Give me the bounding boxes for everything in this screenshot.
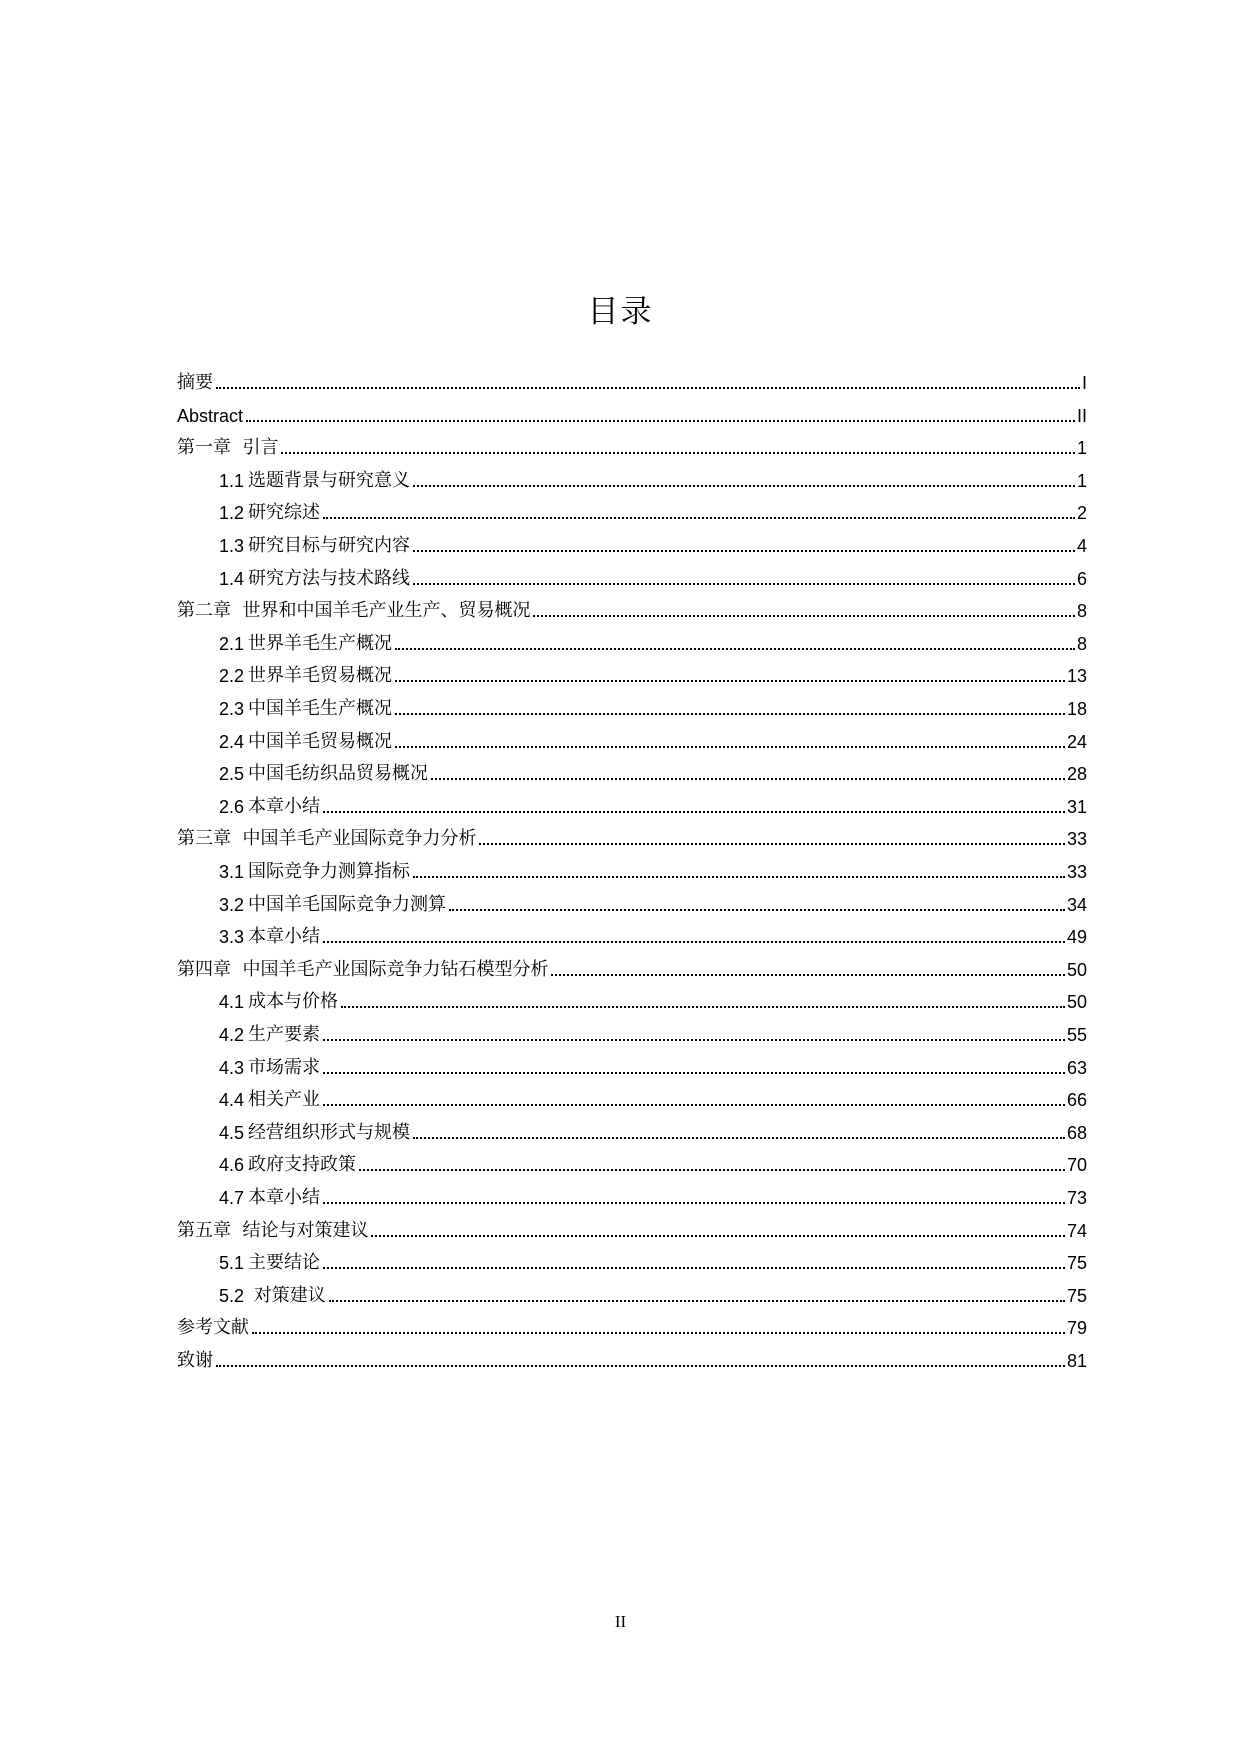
toc-entry[interactable] — [219, 460, 1087, 492]
toc-entry-number: 2.5 — [219, 764, 245, 785]
toc-entry[interactable] — [219, 721, 1087, 753]
toc-entry-number: 4.5 — [219, 1122, 245, 1143]
toc-entry-label: 生产要素 — [248, 1024, 321, 1045]
toc-entry[interactable] — [219, 981, 1087, 1013]
toc-dot-leader — [551, 974, 1065, 976]
toc-entry[interactable] — [177, 362, 1087, 394]
toc-entry-number: 2.3 — [219, 699, 245, 719]
toc-entry-number: 1.2 — [219, 503, 245, 524]
toc-dot-leader — [323, 1267, 1065, 1269]
toc-entry-page: 50 — [1066, 959, 1087, 980]
toc-entry-page: 50 — [1066, 992, 1087, 1013]
toc-dot-leader — [413, 1137, 1065, 1139]
toc-entry-label: 中国羊毛贸易概况 — [248, 730, 393, 752]
toc-entry-page: 33 — [1066, 829, 1087, 850]
toc-entry-label: 世界羊毛生产概况 — [248, 632, 393, 654]
toc-entry-page: 13 — [1066, 666, 1087, 687]
toc-dot-leader — [323, 1202, 1065, 1204]
toc-entry-page: 49 — [1066, 927, 1087, 948]
toc-entry-page: 68 — [1066, 1122, 1087, 1143]
toc-entry[interactable] — [219, 492, 1087, 524]
toc-entry-page: 18 — [1066, 699, 1087, 719]
toc-entry-page: 4 — [1076, 536, 1087, 556]
toc-entry-label: 本章小结 — [248, 926, 321, 948]
toc-entry-page: 81 — [1066, 1351, 1087, 1371]
toc-entry-page: 31 — [1066, 796, 1087, 817]
toc-entry-number: 4.6 — [219, 1155, 245, 1176]
toc-entry-label: 相关产业 — [248, 1089, 321, 1111]
toc-dot-leader — [252, 1332, 1065, 1334]
toc-entry-number: 4.4 — [219, 1090, 245, 1111]
toc-dot-leader — [323, 941, 1065, 943]
toc-entry-number: 5.2 — [219, 1285, 245, 1306]
toc-dot-leader — [395, 713, 1065, 715]
toc-entry-label: 国际竞争力测算指标 — [248, 861, 411, 882]
toc-dot-leader — [329, 1300, 1065, 1302]
toc-entry[interactable] — [219, 916, 1087, 948]
toc-dot-leader — [449, 909, 1065, 911]
toc-entry-number: 3.1 — [219, 862, 245, 882]
toc-entry-label: 本章小结 — [248, 795, 321, 817]
toc-entry[interactable] — [219, 558, 1087, 590]
toc-entry-label: 第四章 中国羊毛产业国际竞争力钻石模型分析 — [177, 958, 549, 980]
toc-entry-label: 参考文献 — [177, 1317, 249, 1339]
page-number: II — [614, 1612, 627, 1631]
toc-entry[interactable] — [219, 1242, 1087, 1274]
toc-dot-leader — [359, 1169, 1065, 1171]
toc-entry[interactable] — [219, 851, 1087, 883]
toc-dot-leader — [413, 485, 1075, 487]
toc-entry-number: 4.3 — [219, 1057, 245, 1078]
toc-dot-leader — [216, 1365, 1065, 1367]
toc-entry-page: 74 — [1066, 1220, 1087, 1241]
toc-dot-leader — [323, 1072, 1065, 1074]
toc-entry-label: 第一章 引言 — [177, 437, 279, 459]
toc-entry-number: 4.2 — [219, 1025, 245, 1045]
toc-dot-leader — [281, 452, 1075, 454]
toc-entry-label: 世界羊毛贸易概况 — [248, 665, 393, 687]
toc-entry-page: 66 — [1066, 1090, 1087, 1111]
toc-entry-label: 第五章 结论与对策建议 — [177, 1219, 369, 1241]
toc-entry-label: Abstract — [177, 405, 244, 426]
toc-entry-label: 致谢 — [177, 1350, 213, 1371]
toc-entry-page: 2 — [1076, 503, 1087, 524]
toc-entry-label: 本章小结 — [248, 1187, 321, 1208]
toc-entry-page: I — [1081, 373, 1087, 393]
toc-dot-leader — [323, 1039, 1065, 1041]
toc-entry-page: 6 — [1076, 568, 1087, 589]
toc-entry-number: 3.3 — [219, 927, 245, 948]
toc-entry[interactable] — [219, 786, 1087, 818]
toc-entry-page: 63 — [1066, 1057, 1087, 1078]
toc-entry[interactable] — [219, 1275, 1087, 1307]
toc-entry-label: 第二章 世界和中国羊毛产业生产、贸易概况 — [177, 600, 531, 622]
toc-entry[interactable] — [219, 1144, 1087, 1176]
toc-entry-page: 8 — [1076, 633, 1087, 654]
toc-dot-leader — [431, 778, 1065, 780]
toc-entry-page: 28 — [1066, 764, 1087, 785]
toc-dot-leader — [323, 811, 1065, 813]
toc-entry-label: 研究方法与技术路线 — [248, 567, 411, 589]
toc-entry[interactable] — [177, 949, 1087, 981]
toc-dot-leader — [395, 680, 1065, 682]
toc-entry[interactable] — [177, 1307, 1087, 1339]
toc-entry[interactable] — [219, 1079, 1087, 1111]
toc-entry-label: 选题背景与研究意义 — [248, 469, 411, 491]
toc-entry-page: 70 — [1066, 1155, 1087, 1176]
toc-entry-number: 2.2 — [219, 666, 245, 687]
toc-dot-leader — [216, 387, 1080, 389]
toc-entry-label: 中国毛纺织品贸易概况 — [248, 763, 429, 785]
toc-entry-page: 8 — [1076, 601, 1087, 622]
toc-entry[interactable] — [177, 395, 1087, 427]
toc-entry-label: 主要结论 — [248, 1252, 321, 1274]
toc-dot-leader — [413, 876, 1065, 878]
toc-dot-leader — [371, 1235, 1065, 1237]
toc-entry[interactable] — [219, 1177, 1087, 1209]
toc-entry-label: 研究目标与研究内容 — [248, 535, 411, 556]
toc-entry-page: 75 — [1066, 1253, 1087, 1274]
toc-entry-number: 2.6 — [219, 796, 245, 817]
toc-entry-label: 经营组织形式与规模 — [248, 1121, 411, 1143]
toc-entry-number: 5.1 — [219, 1253, 245, 1274]
toc-entry[interactable] — [219, 623, 1087, 655]
toc-entry-number: 2.1 — [219, 633, 245, 654]
toc-entry-label: 研究综述 — [248, 502, 321, 524]
toc-entry-number: 4.1 — [219, 992, 245, 1013]
toc-entry[interactable] — [177, 427, 1087, 459]
toc-dot-leader — [323, 1104, 1065, 1106]
toc-entry[interactable] — [219, 753, 1087, 785]
toc-dot-leader — [341, 1006, 1065, 1008]
toc-entry-label: 第三章 中国羊毛产业国际竞争力分析 — [177, 828, 477, 850]
toc-entry[interactable] — [219, 884, 1087, 916]
toc-entry-page: 24 — [1066, 731, 1087, 752]
toc-entry-label: 中国羊毛国际竞争力测算 — [248, 893, 447, 915]
toc-entry-label: 市场需求 — [248, 1056, 321, 1078]
toc-entry[interactable] — [219, 1112, 1087, 1144]
toc-dot-leader — [395, 648, 1075, 650]
toc-entry-label: 政府支持政策 — [248, 1154, 357, 1176]
toc-entry-label: 中国羊毛生产概况 — [248, 698, 393, 719]
toc-entry-page: 33 — [1066, 862, 1087, 882]
toc-entry[interactable] — [219, 1047, 1087, 1079]
toc-entry-number: 1.3 — [219, 536, 245, 556]
toc-entry-number: 2.4 — [219, 731, 245, 752]
toc-entry-page: 73 — [1066, 1188, 1087, 1208]
toc-entry-label: 对策建议 — [248, 1284, 326, 1306]
toc-entry-page: 55 — [1066, 1025, 1087, 1045]
toc-entry[interactable] — [219, 688, 1087, 720]
toc-entry-number: 3.2 — [219, 894, 245, 915]
toc-dot-leader — [246, 420, 1075, 422]
toc-entry[interactable] — [177, 818, 1087, 850]
toc-entry[interactable] — [219, 655, 1087, 687]
toc-entry-label: 成本与价格 — [248, 991, 339, 1013]
toc-entry[interactable] — [219, 1014, 1087, 1046]
toc-entry[interactable] — [177, 590, 1087, 622]
toc-entry[interactable] — [177, 1340, 1087, 1372]
toc-entry-page: 75 — [1066, 1285, 1087, 1306]
toc-dot-leader — [395, 746, 1065, 748]
toc-dot-leader — [413, 550, 1075, 552]
toc-entry-number: 4.7 — [219, 1188, 245, 1208]
toc-entry-number: 1.1 — [219, 470, 245, 491]
toc-entry-label: 摘要 — [177, 372, 213, 393]
toc-dot-leader — [413, 583, 1075, 585]
toc-entry-page: 1 — [1076, 470, 1087, 491]
toc-entry-number: 1.4 — [219, 568, 245, 589]
page-title: 目录 — [587, 294, 654, 330]
toc-entry-page: 1 — [1076, 438, 1087, 459]
toc-entry-page: 79 — [1066, 1318, 1087, 1339]
toc-dot-leader — [533, 615, 1075, 617]
toc-entry[interactable] — [219, 525, 1087, 557]
toc-entry-page: 34 — [1066, 894, 1087, 915]
toc-entry[interactable] — [177, 1210, 1087, 1242]
toc-dot-leader — [479, 843, 1065, 845]
toc-entry-page: II — [1076, 405, 1087, 426]
toc-dot-leader — [323, 517, 1075, 519]
